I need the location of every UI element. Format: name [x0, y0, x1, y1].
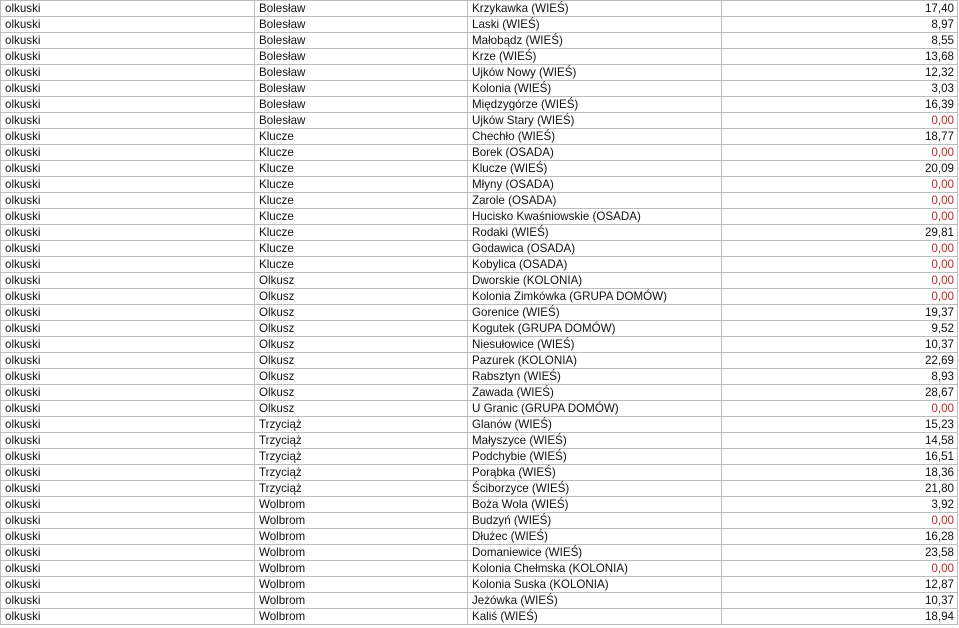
table-row — [1, 401, 958, 417]
commune-cell: Bolesław — [255, 97, 468, 113]
table-row — [1, 513, 958, 529]
value-cell: 22,69 — [722, 353, 958, 369]
county-cell: olkuski — [1, 145, 255, 161]
locality-cell: Budzyń (WIEŚ) — [468, 513, 722, 529]
table-row — [1, 33, 958, 49]
county-cell: olkuski — [1, 609, 255, 625]
table-row — [1, 305, 958, 321]
county-cell: olkuski — [1, 289, 255, 305]
commune-cell: Olkusz — [255, 289, 468, 305]
county-cell: olkuski — [1, 193, 255, 209]
locality-cell: Małyszyce (WIEŚ) — [468, 433, 722, 449]
table-row — [1, 337, 958, 353]
locality-cell: Domaniewice (WIEŚ) — [468, 545, 722, 561]
locality-cell: Niesułowice (WIEŚ) — [468, 337, 722, 353]
county-cell: olkuski — [1, 49, 255, 65]
value-cell: 21,80 — [722, 481, 958, 497]
value-cell: 18,77 — [722, 129, 958, 145]
table-row — [1, 81, 958, 97]
county-cell: olkuski — [1, 321, 255, 337]
county-cell: olkuski — [1, 449, 255, 465]
table-row — [1, 545, 958, 561]
locality-cell: Laski (WIEŚ) — [468, 17, 722, 33]
value-cell: 13,68 — [722, 49, 958, 65]
table-row — [1, 529, 958, 545]
county-cell: olkuski — [1, 113, 255, 129]
table-row — [1, 433, 958, 449]
value-cell: 0,00 — [722, 401, 958, 417]
county-cell: olkuski — [1, 353, 255, 369]
county-cell: olkuski — [1, 273, 255, 289]
locality-cell: Gorenice (WIEŚ) — [468, 305, 722, 321]
value-cell: 29,81 — [722, 225, 958, 241]
table-row — [1, 177, 958, 193]
value-cell: 10,37 — [722, 593, 958, 609]
locality-cell: Krzykawka (WIEŚ) — [468, 1, 722, 17]
value-cell: 19,37 — [722, 305, 958, 321]
commune-cell: Bolesław — [255, 81, 468, 97]
value-cell: 23,58 — [722, 545, 958, 561]
locality-cell: Krze (WIEŚ) — [468, 49, 722, 65]
locality-cell: Ściborzyce (WIEŚ) — [468, 481, 722, 497]
county-cell: olkuski — [1, 465, 255, 481]
value-cell: 8,93 — [722, 369, 958, 385]
commune-cell: Bolesław — [255, 1, 468, 17]
commune-cell: Klucze — [255, 241, 468, 257]
table-row — [1, 481, 958, 497]
value-cell: 0,00 — [722, 241, 958, 257]
value-cell: 0,00 — [722, 209, 958, 225]
county-cell: olkuski — [1, 529, 255, 545]
commune-cell: Klucze — [255, 209, 468, 225]
table-row — [1, 273, 958, 289]
locality-cell: Rodaki (WIEŚ) — [468, 225, 722, 241]
table-row — [1, 465, 958, 481]
county-cell: olkuski — [1, 481, 255, 497]
commune-cell: Klucze — [255, 193, 468, 209]
table-body — [1, 1, 958, 625]
table-row — [1, 257, 958, 273]
commune-cell: Klucze — [255, 129, 468, 145]
value-cell: 12,32 — [722, 65, 958, 81]
county-cell: olkuski — [1, 241, 255, 257]
locality-cell: Kolonia Chełmska (KOLONIA) — [468, 561, 722, 577]
value-cell: 0,00 — [722, 145, 958, 161]
county-cell: olkuski — [1, 337, 255, 353]
table-row — [1, 321, 958, 337]
table-row — [1, 97, 958, 113]
commune-cell: Trzyciąż — [255, 433, 468, 449]
county-cell: olkuski — [1, 545, 255, 561]
table-row — [1, 65, 958, 81]
commune-cell: Olkusz — [255, 401, 468, 417]
commune-cell: Olkusz — [255, 385, 468, 401]
commune-cell: Bolesław — [255, 17, 468, 33]
commune-cell: Trzyciąż — [255, 481, 468, 497]
table-row — [1, 449, 958, 465]
locality-cell: U Granic (GRUPA DOMÓW) — [468, 401, 722, 417]
table-row — [1, 385, 958, 401]
value-cell: 0,00 — [722, 561, 958, 577]
locality-cell: Borek (OSADA) — [468, 145, 722, 161]
county-cell: olkuski — [1, 129, 255, 145]
locality-cell: Kolonia Suska (KOLONIA) — [468, 577, 722, 593]
commune-cell: Olkusz — [255, 273, 468, 289]
commune-cell: Bolesław — [255, 49, 468, 65]
county-cell: olkuski — [1, 257, 255, 273]
locality-cell: Zawada (WIEŚ) — [468, 385, 722, 401]
value-cell: 16,39 — [722, 97, 958, 113]
table-row — [1, 577, 958, 593]
county-cell: olkuski — [1, 81, 255, 97]
county-cell: olkuski — [1, 17, 255, 33]
locality-cell: Kolonia Zimkówka (GRUPA DOMÓW) — [468, 289, 722, 305]
table-row — [1, 497, 958, 513]
value-cell: 0,00 — [722, 273, 958, 289]
locality-cell: Dłużec (WIEŚ) — [468, 529, 722, 545]
value-cell: 3,92 — [722, 497, 958, 513]
value-cell: 0,00 — [722, 113, 958, 129]
locality-cell: Glanów (WIEŚ) — [468, 417, 722, 433]
county-cell: olkuski — [1, 401, 255, 417]
locality-cell: Kobylica (OSADA) — [468, 257, 722, 273]
locality-cell: Młyny (OSADA) — [468, 177, 722, 193]
locality-cell: Międzygórze (WIEŚ) — [468, 97, 722, 113]
commune-cell: Klucze — [255, 145, 468, 161]
locality-cell: Dworskie (KOLONIA) — [468, 273, 722, 289]
locality-cell: Podchybie (WIEŚ) — [468, 449, 722, 465]
county-cell: olkuski — [1, 209, 255, 225]
table-row — [1, 129, 958, 145]
locality-cell: Kaliś (WIEŚ) — [468, 609, 722, 625]
locality-cell: Rabsztyn (WIEŚ) — [468, 369, 722, 385]
table-row — [1, 593, 958, 609]
county-cell: olkuski — [1, 593, 255, 609]
value-cell: 8,97 — [722, 17, 958, 33]
table-row — [1, 353, 958, 369]
locality-cell: Ujków Stary (WIEŚ) — [468, 113, 722, 129]
locality-cell: Boża Wola (WIEŚ) — [468, 497, 722, 513]
table-row — [1, 1, 958, 17]
commune-cell: Wolbrom — [255, 577, 468, 593]
locality-cell: Jeżówka (WIEŚ) — [468, 593, 722, 609]
value-cell: 9,52 — [722, 321, 958, 337]
county-cell: olkuski — [1, 577, 255, 593]
county-cell: olkuski — [1, 97, 255, 113]
value-cell: 10,37 — [722, 337, 958, 353]
commune-cell: Wolbrom — [255, 497, 468, 513]
value-cell: 3,03 — [722, 81, 958, 97]
table-row — [1, 17, 958, 33]
commune-cell: Bolesław — [255, 113, 468, 129]
value-cell: 0,00 — [722, 289, 958, 305]
value-cell: 0,00 — [722, 193, 958, 209]
locality-cell: Ujków Nowy (WIEŚ) — [468, 65, 722, 81]
table-row — [1, 193, 958, 209]
county-cell: olkuski — [1, 65, 255, 81]
commune-cell: Wolbrom — [255, 609, 468, 625]
value-cell: 0,00 — [722, 257, 958, 273]
locality-cell: Chechło (WIEŚ) — [468, 129, 722, 145]
commune-cell: Wolbrom — [255, 561, 468, 577]
commune-cell: Trzyciąż — [255, 449, 468, 465]
value-cell: 15,23 — [722, 417, 958, 433]
county-cell: olkuski — [1, 225, 255, 241]
commune-cell: Wolbrom — [255, 545, 468, 561]
commune-cell: Trzyciąż — [255, 465, 468, 481]
county-cell: olkuski — [1, 417, 255, 433]
commune-cell: Bolesław — [255, 33, 468, 49]
value-cell: 16,51 — [722, 449, 958, 465]
table-row — [1, 209, 958, 225]
table-row — [1, 113, 958, 129]
value-cell: 0,00 — [722, 513, 958, 529]
county-cell: olkuski — [1, 369, 255, 385]
commune-cell: Klucze — [255, 177, 468, 193]
locality-cell: Porąbka (WIEŚ) — [468, 465, 722, 481]
commune-cell: Wolbrom — [255, 593, 468, 609]
commune-cell: Klucze — [255, 161, 468, 177]
table-row — [1, 49, 958, 65]
table-row — [1, 225, 958, 241]
commune-cell: Wolbrom — [255, 513, 468, 529]
locality-cell: Kogutek (GRUPA DOMÓW) — [468, 321, 722, 337]
commune-cell: Olkusz — [255, 369, 468, 385]
locality-cell: Godawica (OSADA) — [468, 241, 722, 257]
value-cell: 12,87 — [722, 577, 958, 593]
value-cell: 20,09 — [722, 161, 958, 177]
county-cell: olkuski — [1, 305, 255, 321]
table-row — [1, 561, 958, 577]
table-row — [1, 161, 958, 177]
locality-cell: Kolonia (WIEŚ) — [468, 81, 722, 97]
county-cell: olkuski — [1, 513, 255, 529]
table-row — [1, 289, 958, 305]
value-cell: 16,28 — [722, 529, 958, 545]
locality-cell: Hucisko Kwaśniowskie (OSADA) — [468, 209, 722, 225]
county-cell: olkuski — [1, 385, 255, 401]
table-row — [1, 417, 958, 433]
locality-cell: Klucze (WIEŚ) — [468, 161, 722, 177]
table-row — [1, 241, 958, 257]
locality-cell: Małobądz (WIEŚ) — [468, 33, 722, 49]
value-cell: 17,40 — [722, 1, 958, 17]
commune-cell: Olkusz — [255, 321, 468, 337]
commune-cell: Klucze — [255, 257, 468, 273]
commune-cell: Olkusz — [255, 337, 468, 353]
locality-cell: Pazurek (KOLONIA) — [468, 353, 722, 369]
value-cell: 0,00 — [722, 177, 958, 193]
value-cell: 14,58 — [722, 433, 958, 449]
commune-cell: Olkusz — [255, 305, 468, 321]
value-cell: 18,36 — [722, 465, 958, 481]
value-cell: 28,67 — [722, 385, 958, 401]
commune-cell: Olkusz — [255, 353, 468, 369]
commune-cell: Klucze — [255, 225, 468, 241]
county-cell: olkuski — [1, 177, 255, 193]
locality-cell: Zarole (OSADA) — [468, 193, 722, 209]
table-row — [1, 369, 958, 385]
value-cell: 8,55 — [722, 33, 958, 49]
commune-cell: Wolbrom — [255, 529, 468, 545]
value-cell: 18,94 — [722, 609, 958, 625]
county-cell: olkuski — [1, 433, 255, 449]
commune-cell: Bolesław — [255, 65, 468, 81]
table-row — [1, 145, 958, 161]
table-row — [1, 609, 958, 625]
county-cell: olkuski — [1, 497, 255, 513]
county-cell: olkuski — [1, 561, 255, 577]
county-cell: olkuski — [1, 161, 255, 177]
county-cell: olkuski — [1, 33, 255, 49]
county-cell: olkuski — [1, 1, 255, 17]
commune-cell: Trzyciąż — [255, 417, 468, 433]
